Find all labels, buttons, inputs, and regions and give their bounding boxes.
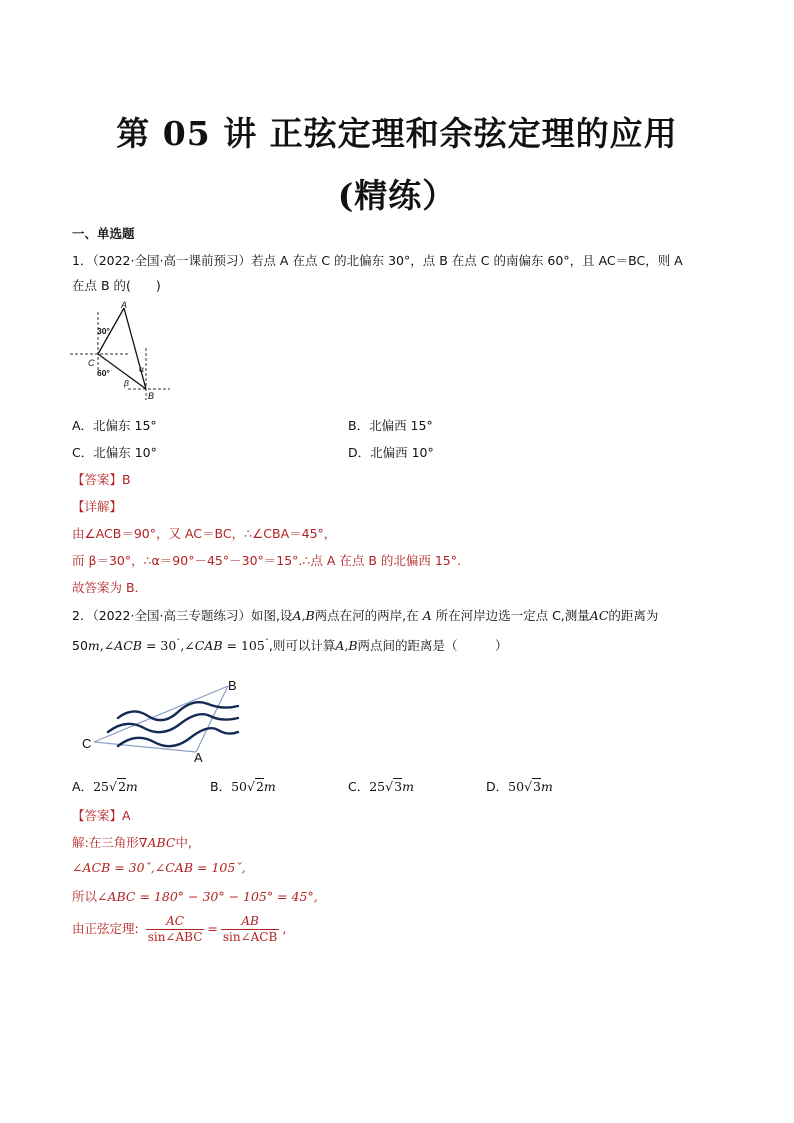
page-title: 第 05 讲 正弦定理和余弦定理的应用: [116, 114, 678, 153]
q2-option-b-coef: 50: [231, 779, 247, 794]
fraction-numerator: AC: [146, 914, 205, 930]
q2-option-d-radicand: 3: [533, 779, 541, 794]
q1-figure-angle-30: 30°: [97, 326, 110, 336]
q1-answer: 【答案】B: [72, 472, 131, 487]
q2-stem-part: 的距离为: [608, 608, 659, 623]
q2-stem-part: 两点间的距离是（ ）: [357, 638, 508, 653]
q2-stem-part: 2．（2022·全国·高三专题练习）如图,设: [72, 608, 293, 623]
fraction-denominator: sin∠ACB: [222, 930, 278, 944]
q2-stem-part: 50: [72, 638, 88, 653]
q2-option-c-unit: m: [402, 779, 414, 794]
q2-option-d-unit: m: [540, 779, 553, 794]
q2-stem-math: ACB: [114, 638, 142, 653]
q2-solution-text: 所以: [72, 889, 98, 904]
q2-option-d-prefix: D．: [486, 779, 509, 794]
q2-figure-label-b: B: [228, 678, 237, 693]
q2-stem-math: A,B: [292, 608, 315, 623]
q2-stem-math: CAB: [194, 638, 223, 653]
q2-option-d-coef: 50: [508, 779, 525, 794]
fraction-ab-over-sin-acb: [221, 914, 279, 945]
q1-detail-heading: 【详解】: [72, 499, 123, 514]
equals-sign: =: [207, 921, 218, 936]
q2-option-c-coef: 25: [369, 779, 386, 794]
q2-solution-line1: [72, 833, 192, 851]
q1-figure-label-c: C: [88, 358, 95, 368]
q2-stem-math: A,B: [335, 638, 358, 653]
q2-option-c-radicand: 3: [394, 779, 403, 794]
q2-stem-math: ,∠: [99, 638, 115, 653]
q2-stem-part: 所在河岸边选一定点 C,测量: [435, 608, 590, 623]
q2-solution-line3: [72, 887, 318, 905]
q2-option-b: B．50√2m: [210, 779, 276, 794]
fraction-denominator: sin∠ABC: [147, 930, 203, 944]
q1-figure-beta: β: [124, 378, 129, 388]
q2-option-a: A．25√2m: [72, 779, 138, 794]
trailing-comma: ,: [282, 921, 287, 936]
q2-stem-math: A: [422, 608, 432, 623]
q2-solution-text: 由正弦定理:: [72, 921, 139, 936]
q1-option-c: C．北偏东 10°: [72, 445, 157, 460]
q1-stem-line2: 在点 B 的( ): [72, 278, 161, 293]
section-heading: 一、单选题: [72, 226, 135, 241]
q2-stem-math: = 30: [142, 638, 177, 653]
q2-option-b-prefix: B．: [210, 779, 232, 794]
q1-stem-line1: 1．（2022·全国·高一课前预习）若点 A 在点 C 的北偏东 30°，点 B 在点 C 的南偏东 60°，且 AC＝BC，则 A: [72, 253, 683, 268]
q1-detail-line1: 由∠ACB＝90°，又 AC＝BC，∴∠CBA＝45°，: [72, 526, 337, 541]
q2-solution-text: 中,: [175, 835, 192, 850]
q2-figure-label-c: C: [82, 736, 92, 751]
q2-option-d: D．50√3m: [486, 779, 553, 794]
q2-option-c-prefix: C．: [348, 779, 370, 794]
q1-option-a: A．北偏东 15°: [72, 418, 157, 433]
q2-figure-label-a: A: [194, 750, 203, 765]
q2-option-a-prefix: A．: [72, 779, 94, 794]
q2-option-b-radicand: 2: [255, 779, 264, 794]
page-subtitle: (精练）: [337, 176, 457, 215]
q1-option-d: D．北偏西 10°: [348, 445, 434, 460]
q1-option-b: B．北偏西 15°: [348, 418, 433, 433]
q2-stem-math: AC: [589, 608, 609, 623]
q1-figure: [68, 300, 178, 404]
q2-solution-math: ∠ABC = 180° − 30° − 105° = 45°,: [97, 889, 318, 904]
fraction-ac-over-sin-abc: [146, 914, 205, 945]
q1-figure-alpha: α: [139, 364, 144, 374]
q2-figure: [78, 672, 258, 768]
q2-solution-line4: [72, 914, 286, 945]
q2-solution-text: 解:在三角形: [72, 835, 139, 850]
q1-figure-angle-60: 60°: [97, 368, 110, 378]
q2-stem-part: ,则可以计算: [268, 638, 336, 653]
q2-stem-line1: [72, 606, 658, 624]
q2-solution-math: ∠ACB = 30ˇ,∠CAB = 105ˇ,: [72, 860, 246, 875]
q2-option-b-unit: m: [263, 779, 276, 794]
q1-detail-line3: 故答案为 B.: [72, 580, 139, 595]
fraction-numerator: AB: [221, 914, 279, 930]
q1-figure-label-a: A: [121, 300, 128, 310]
q2-stem-math: m: [87, 638, 100, 653]
q1-detail-line2: 而 β＝30°，∴α＝90°－45°－30°＝15°.∴点 A 在点 B 的北偏西 15°.: [72, 553, 461, 568]
q2-option-a-unit: m: [125, 779, 138, 794]
q2-answer: 【答案】A: [72, 808, 131, 823]
q2-solution-math: ∇ABC: [138, 835, 176, 850]
q2-option-c: C．25√3m: [348, 779, 414, 794]
q2-stem-math: = 105: [222, 638, 265, 653]
q2-solution-line2: [72, 860, 246, 875]
q2-stem-part: 两点在河的两岸,在: [314, 608, 419, 623]
q2-stem-math: ,∠: [180, 638, 195, 653]
q2-option-a-coef: 25: [93, 779, 109, 794]
q2-option-a-radicand: 2: [117, 779, 126, 794]
q1-figure-label-b: B: [148, 391, 155, 401]
q2-stem-line2: 50m,∠ACB = $30^ˇ,\angle CAB = 105^ˇ$,则可以计算A,B两点间的距离是（ ）: [72, 637, 508, 653]
